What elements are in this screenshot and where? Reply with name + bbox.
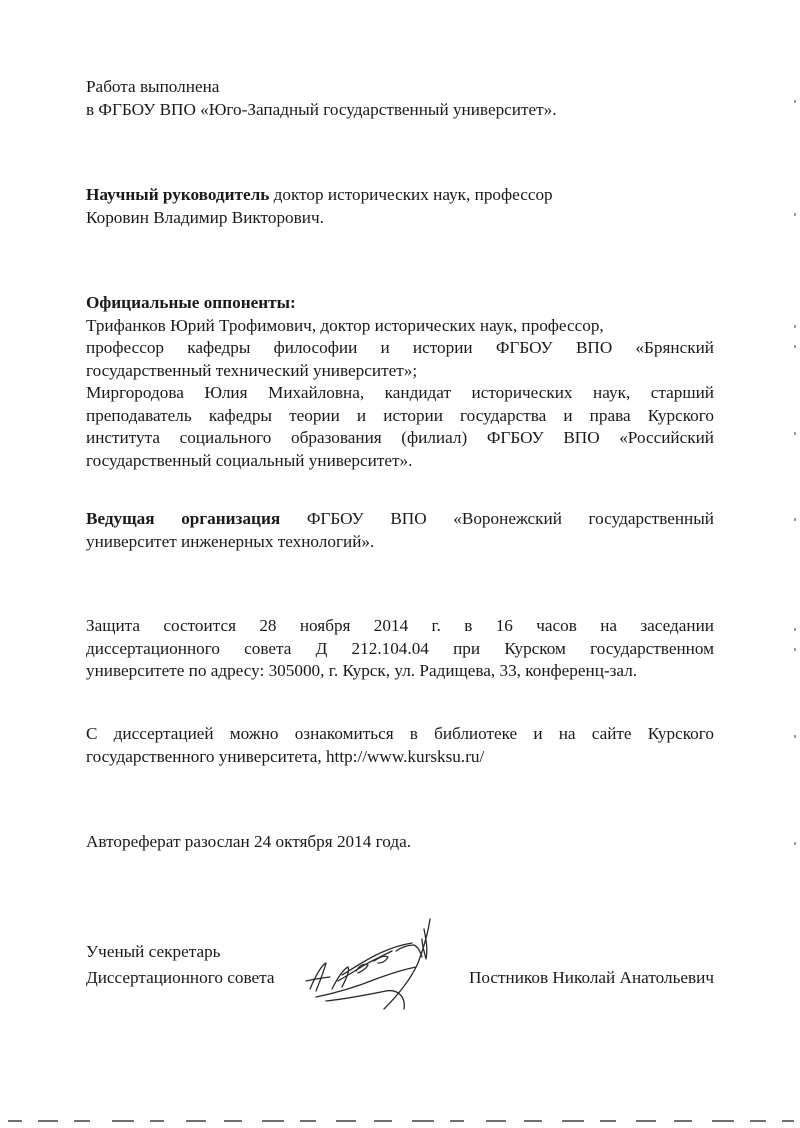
defense-line: университете по адресу: 305000, г. Курск, ул. Радищева, 33, конференц-зал. — [86, 661, 638, 680]
sent-line: Автореферат разослан 24 октября 2014 года. — [86, 832, 412, 851]
opponents-heading: Официальные оппоненты: — [86, 293, 296, 312]
scan-speck — [794, 648, 796, 651]
lead-org-text: ФГБОУ ВПО «Воронежский государственный — [280, 509, 714, 528]
defense-line: Защита состоится 28 ноября 2014 г. в 16 часов на заседании — [86, 616, 714, 635]
scan-edge-noise — [0, 1118, 800, 1124]
sent-block — [86, 831, 714, 854]
defense-line: диссертационного совета Д 212.104.04 при Курском государственном — [86, 638, 714, 658]
lead-org-line-2: университет инженерных технологий». — [86, 531, 375, 551]
library-line: С диссертацией можно ознакомиться в библиотеке и на сайте Курского — [86, 724, 714, 743]
scan-speck — [794, 325, 796, 328]
supervisor-line — [86, 184, 714, 207]
supervisor-name: Коровин Владимир Викторович. — [86, 207, 324, 227]
secretary-title-line-1: Ученый секретарь — [86, 942, 221, 961]
supervisor-text: доктор исторических наук, профессор — [269, 185, 553, 204]
opponents-block — [86, 292, 714, 472]
lead-org-line — [86, 508, 714, 531]
work-done-block — [86, 76, 714, 121]
opponents-line: государственный социальный университет». — [86, 450, 413, 470]
opponents-line: профессор кафедры философии и истории ФГБОУ ВПО «Брянский — [86, 338, 714, 357]
library-block — [86, 723, 714, 768]
lead-org-label: Ведущая организация — [86, 509, 281, 528]
secretary-title-line-2: Диссертационного совета — [86, 968, 275, 987]
work-done-line-1: Работа выполнена — [86, 77, 220, 96]
defense-block — [86, 615, 714, 683]
opponents-line: Миргородова Юлия Михайловна, кандидат исторических наук, старший — [86, 383, 714, 402]
lead-org-block — [86, 508, 714, 553]
library-line: государственного университета, http://www.kursksu.ru/ — [86, 746, 485, 766]
secretary-name: Постников Николай Анатольевич — [468, 968, 714, 987]
supervisor-label: Научный руководитель — [86, 185, 270, 204]
scan-speck — [794, 518, 796, 521]
opponents-line: Трифанков Юрий Трофимович, доктор исторических наук, профессор, — [86, 315, 604, 335]
opponents-line: преподаватель кафедры теории и истории государства и права Курского — [86, 405, 714, 425]
scan-speck — [794, 735, 796, 738]
scan-speck — [794, 345, 796, 348]
opponents-line: института социального образования (филиал) ФГБОУ ВПО «Российский — [86, 428, 714, 447]
handwritten-signature — [296, 905, 446, 1015]
opponents-line: государственный технический университет»; — [86, 360, 418, 380]
scan-speck — [794, 842, 796, 845]
supervisor-block — [86, 184, 714, 229]
work-done-line-2: в ФГБОУ ВПО «Юго-Западный государственный университет». — [86, 99, 557, 119]
scan-speck — [794, 100, 796, 103]
scan-speck — [794, 213, 796, 216]
scan-speck — [794, 628, 796, 631]
scan-speck — [794, 432, 796, 435]
